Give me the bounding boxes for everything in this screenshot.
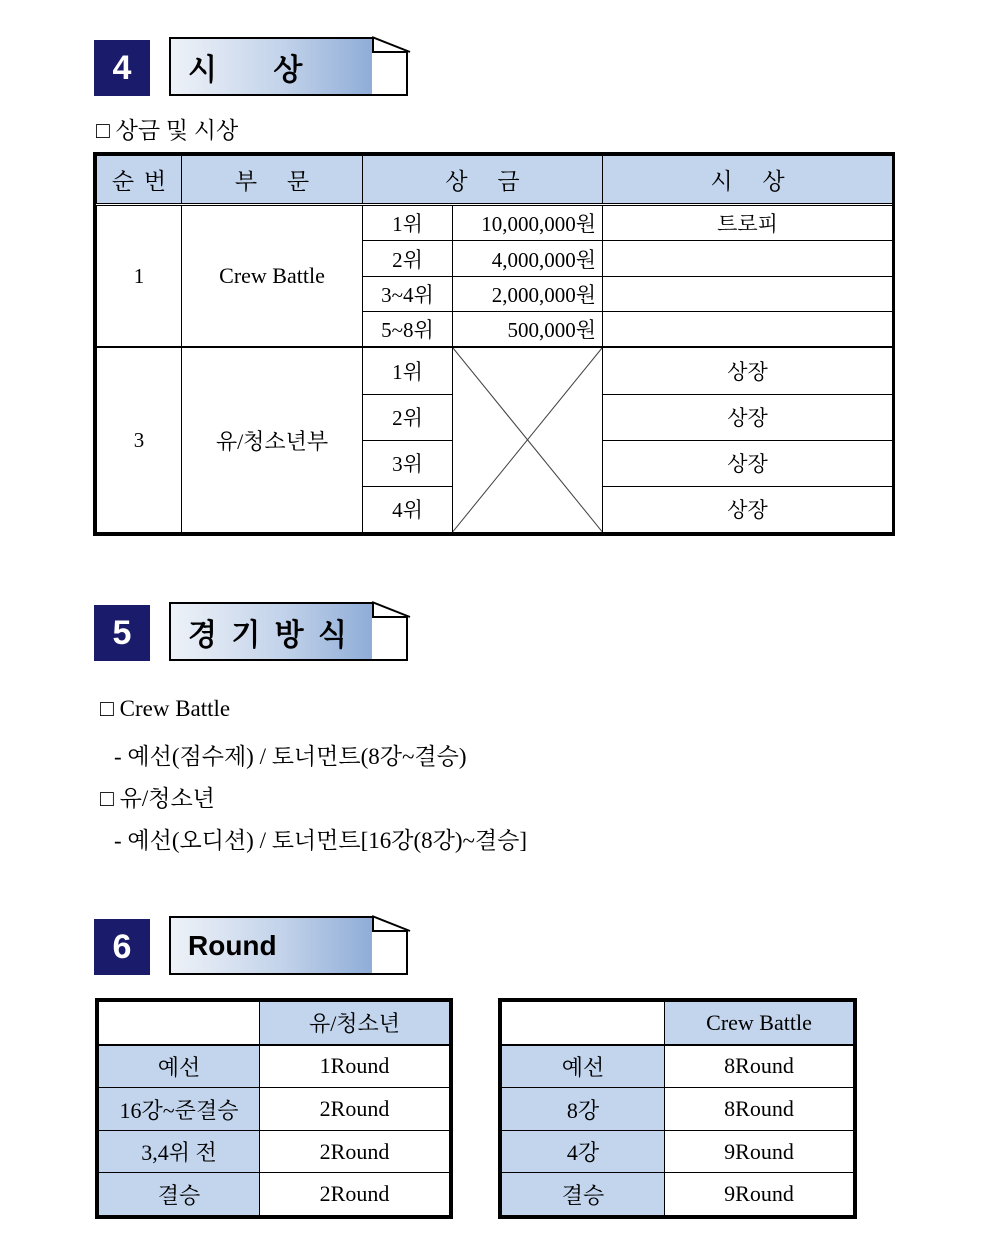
stage-cell: 4강 [502,1130,665,1173]
stage-cell: 결승 [502,1173,665,1216]
section-title-banner: 시 상 [169,37,374,96]
round-cell: 9Round [665,1130,854,1173]
table-row [502,1173,854,1216]
prize-cell: 2,000,000원 [453,276,603,311]
x-mark-icon [453,348,602,532]
round-cell: 2Round [260,1130,450,1173]
col-header-division: 부 문 [182,156,363,205]
round-cell: 9Round [665,1173,854,1216]
awards-table [93,152,895,536]
table-header-row [502,1002,854,1045]
col-header-no: 순 번 [97,156,182,205]
banner-fold-line [371,914,413,934]
table-row [502,1130,854,1173]
stage-cell: 16강~준결승 [99,1088,260,1131]
award-cell: 상장 [603,486,893,532]
banner-fold [372,930,408,975]
format-youth-label: □ 유/청소년 [100,786,215,811]
round-col-header: Crew Battle [665,1002,854,1045]
section-title-banner: Round [169,916,374,975]
format-crew-battle-label: □ Crew Battle [100,696,231,721]
award-cell: 상장 [603,440,893,486]
banner-fold [372,616,408,661]
section-4-header [94,37,424,101]
section-title-banner: 경 기 방 식 [169,602,374,661]
section-number-badge: 6 [94,919,150,975]
table-row [99,1088,450,1131]
stage-cell: 결승 [99,1173,260,1216]
crossed-out-prize-cell [453,347,603,532]
format-crew-battle-detail: - 예선(점수제) / 토너먼트(8강~결승) [114,744,467,769]
table-row [97,347,893,394]
banner-fold-line [371,35,413,55]
table-row [99,1130,450,1173]
round-cell: 8Round [665,1045,854,1088]
rank-cell: 1위 [363,347,453,394]
round-cell: 2Round [260,1088,450,1131]
award-cell: 트로피 [603,205,893,241]
corner-cell [99,1002,260,1045]
rank-cell: 5~8위 [363,312,453,348]
round-col-header: 유/청소년 [260,1002,450,1045]
rank-cell: 2위 [363,241,453,276]
award-cell: 상장 [603,394,893,440]
section-number-badge: 5 [94,605,150,661]
award-cell: 상장 [603,347,893,394]
rank-cell: 3~4위 [363,276,453,311]
round-table-crew-battle [498,998,857,1219]
format-youth-detail: - 예선(오디션) / 토너먼트[16강(8강)~결승] [114,828,528,853]
banner-fold [372,51,408,96]
col-header-prize: 상 금 [363,156,603,205]
table-row [502,1088,854,1131]
stage-cell: 예선 [502,1045,665,1088]
banner-fold-line [371,600,413,620]
rank-cell: 1위 [363,205,453,241]
award-cell [603,241,893,276]
table-row [99,1045,450,1088]
group-division-cell: 유/청소년부 [182,347,363,532]
round-cell: 8Round [665,1088,854,1131]
group-no-cell: 1 [97,205,182,348]
table-row [97,205,893,241]
corner-cell [502,1002,665,1045]
prize-cell: 4,000,000원 [453,241,603,276]
prize-cell: 10,000,000원 [453,205,603,241]
awards-bullet-label: □ 상금 및 시상 [96,118,239,143]
table-row [502,1045,854,1088]
prize-cell: 500,000원 [453,312,603,348]
col-header-award: 시 상 [603,156,893,205]
award-cell [603,276,893,311]
rank-cell: 3위 [363,440,453,486]
stage-cell: 예선 [99,1045,260,1088]
table-row [99,1173,450,1216]
award-cell [603,312,893,348]
table-header-row [99,1002,450,1045]
round-cell: 2Round [260,1173,450,1216]
section-6-header [94,916,424,980]
stage-cell: 8강 [502,1088,665,1131]
section-number-badge: 4 [94,40,150,96]
round-table-youth [95,998,453,1219]
rank-cell: 2위 [363,394,453,440]
awards-table-header-row [97,156,893,205]
stage-cell: 3,4위 전 [99,1130,260,1173]
group-division-cell: Crew Battle [182,205,363,348]
rank-cell: 4위 [363,486,453,532]
group-no-cell: 3 [97,347,182,532]
round-cell: 1Round [260,1045,450,1088]
section-5-header [94,602,424,666]
